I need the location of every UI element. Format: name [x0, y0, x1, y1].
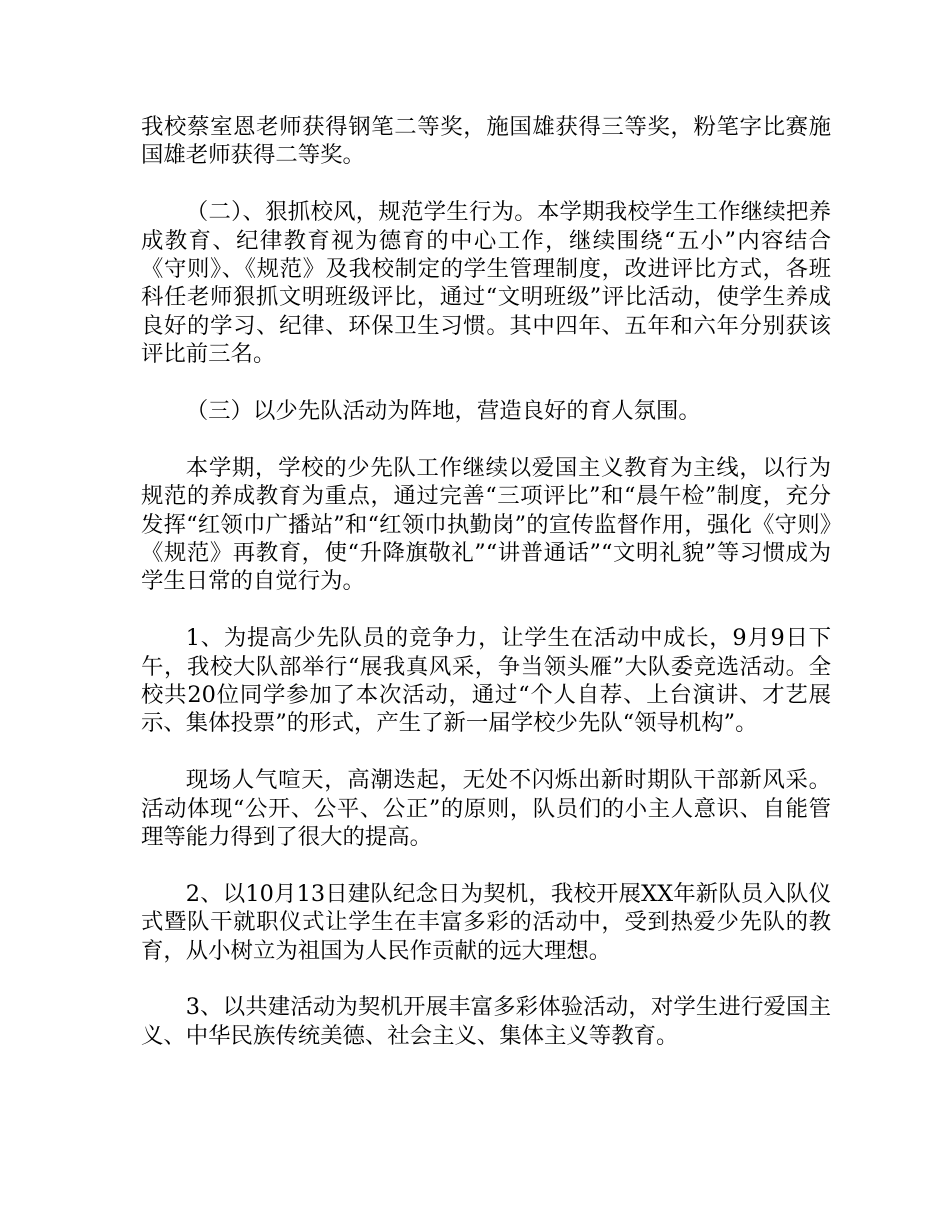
paragraph-pioneers-work: 本学期，学校的少先队工作继续以爱国主义教育为主线，以行为规范的养成教育为重点，通过完善“三项评比”和“晨午检”制度，充分发挥“红领巾广播站”和“红领巾执勤岗”的宣传监督作用，强化《守则》《规范》再教育，使“升降旗敬礼”“讲普通话”“文明礼貌”等习惯成为学生日常的自觉行为。: [141, 454, 831, 595]
paragraph-continuation: 我校蔡室恩老师获得钢笔二等奖，施国雄获得三等奖，粉笔字比赛施国雄老师获得二等奖。: [141, 114, 831, 169]
document-body: [141, 113, 831, 1079]
paragraph-item-1-election: 1、为提高少先队员的竞争力，让学生在活动中成长，9月9日下午，我校大队部举行“展我真风采，争当领头雁”大队委竞选活动。全校共20位同学参加了本次活动，通过“个人自荐、上台演讲、才艺展示、集体投票”的形式，产生了新一届学校少先队“领导机构”。: [141, 625, 831, 737]
paragraph-item-3-activities: 3、以共建活动为契机开展丰富多彩体验活动，对学生进行爱国主义、中华民族传统美德、社会主义、集体主义等教育。: [141, 994, 831, 1049]
paragraph-pioneers-heading: （三）以少先队活动为阵地，营造良好的育人氛围。: [185, 398, 701, 425]
paragraph-school-discipline: （二）、狠抓校风，规范学生行为。本学期我校学生工作继续把养成教育、纪律教育视为德育的中心工作，继续围绕“五小”内容结合《守则》、《规范》及我校制定的学生管理制度，改进评比方式，各班科任老师狠抓文明班级评比，通过“文明班级”评比活动，使学生养成良好的学习、纪律、环保卫生习惯。其中四年、五年和六年分别获该评比前三名。: [141, 199, 831, 368]
paragraph-election-atmosphere: 现场人气喧天，高潮迭起，无处不闪烁出新时期队干部新风采。活动体现“公开、公平、公正”的原则，队员们的小主人意识、自能管理等能力得到了很大的提高。: [141, 767, 831, 851]
paragraph-item-2-induction: 2、以10月13日建队纪念日为契机，我校开展XX年新队员入队仪式暨队干就职仪式让学生在丰富多彩的活动中，受到热爱少先队的教育，从小树立为祖国为人民作贡献的远大理想。: [141, 880, 831, 964]
